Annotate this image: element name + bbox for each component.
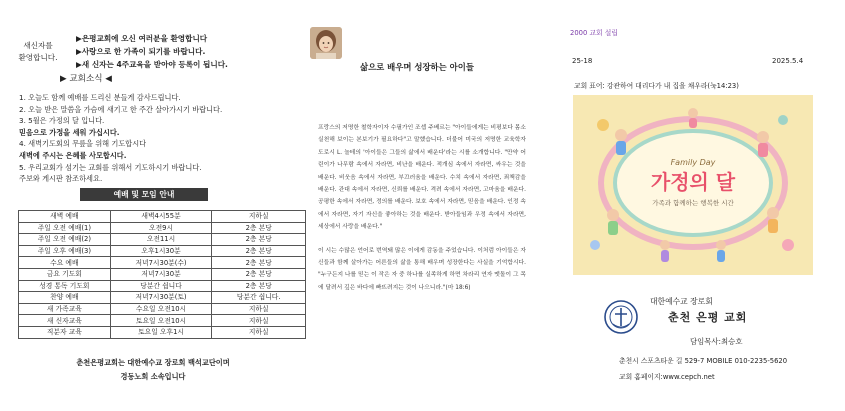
service-schedule-header: 예배 및 모임 안내 [80, 188, 208, 201]
table-cell: 수요 예배 [19, 257, 111, 269]
table-cell: 주일 오전 예배(2) [19, 234, 111, 246]
poster-title: 가정의 달 [650, 170, 736, 194]
table-row [19, 222, 306, 234]
welcome-label-line: 환영합니다. [18, 53, 58, 62]
denomination-name: 대한예수교 장로회 [650, 297, 713, 306]
welcome-line: ▶새 신자는 4주교육을 받아야 등록이 됩니다. [76, 60, 228, 69]
presbytery-note: 경동노회 소속입니다 [120, 372, 186, 381]
table-row [19, 268, 306, 280]
welcome-messages [76, 32, 228, 71]
church-name: 춘천 은평 교회 [668, 311, 748, 324]
table-cell: 2층 본당 [212, 222, 306, 234]
church-homepage: 교회 홈페이지:www.cepch.net [619, 373, 715, 381]
news-item: 새벽에 주시는 은혜를 사모합시다. [19, 150, 127, 160]
table-cell: 2층 본당 [212, 257, 306, 269]
table-cell: 새벽 예배 [19, 211, 111, 223]
service-schedule-table [18, 210, 306, 339]
news-item: 4. 새벽기도회의 무릎을 위해 기도합시다 [19, 139, 147, 149]
table-cell: 지하실 [212, 211, 306, 223]
poster-subtitle: 가족과 함께하는 행복한 시간 [652, 199, 734, 207]
table-cell: 찬양 예배 [19, 292, 111, 304]
article-body [318, 122, 526, 294]
denomination-note: 춘천은평교회는 대한예수교 장로회 백석교단이며 [76, 358, 230, 367]
table-cell: 2층 본당 [212, 280, 306, 292]
senior-pastor: 담임목사:최승호 [690, 337, 743, 346]
founded-year: 2000 교회 설립 [570, 29, 618, 37]
table-cell: 2층 본당 [212, 234, 306, 246]
table-cell: 성경 통독 기도회 [19, 280, 111, 292]
table-cell: 새 가족교육 [19, 303, 111, 315]
church-seal-logo [604, 300, 638, 334]
welcome-label [18, 40, 58, 64]
table-cell: 토요일 오후1시 [110, 326, 212, 338]
table-cell: 지하실 [212, 315, 306, 327]
poster-banner: Family Day [670, 158, 716, 167]
table-cell: 주일 오후 예배(3) [19, 245, 111, 257]
news-header: ▶ 교회소식 ◀ [60, 74, 112, 84]
table-cell: 새벽4시55분 [110, 211, 212, 223]
table-cell: 2층 본당 [212, 268, 306, 280]
article-paragraph: 이 시는 수많은 언어로 번역돼 많은 이에게 감동을 주었습니다. 이처럼 아이들은 자신들과 함께 살아가는 어른들의 삶을 통해 배우며 성장한다는 사실을 기억합시다. "누구든지 나를 믿는 이 작은 자 중 하나를 실족하게 하면 차라리 연자 맷돌이 그 목에 달려서 깊은 바다에 빠뜨려지는 것이 나으니라."(마 18:6) [318, 247, 526, 291]
table-cell: 2층 본당 [212, 245, 306, 257]
news-item: 3. 5월은 가정의 달 입니다. [19, 116, 105, 126]
news-list [19, 92, 289, 185]
table-row [19, 280, 306, 292]
child-photo [310, 27, 342, 59]
table-cell: 주일 오전 예배(1) [19, 222, 111, 234]
issue-number: 25-18 [572, 57, 593, 65]
family-month-poster [573, 95, 813, 275]
welcome-label-line: 새신자를 [23, 41, 53, 50]
table-row [19, 211, 306, 223]
table-row [19, 326, 306, 338]
table-cell: 당분간 쉽니다. [212, 292, 306, 304]
table-row [19, 245, 306, 257]
news-item: 1. 오늘도 함께 예배를 드리신 분들게 감사드립니다. [19, 93, 181, 102]
table-row [19, 234, 306, 246]
table-cell: 새 신자교육 [19, 315, 111, 327]
table-cell: 오전9시 [110, 222, 212, 234]
table-cell: 저녁7시30분(수) [110, 257, 212, 269]
table-cell: 저녁7시30분(토) [110, 292, 212, 304]
table-row [19, 315, 306, 327]
table-cell: 당분간 쉽니다 [110, 280, 212, 292]
article-title: 삶으로 배우며 성장하는 아이들 [360, 62, 474, 72]
welcome-line: ▶사랑으로 한 가족이 되기를 바랍니다. [76, 47, 206, 56]
table-cell: 토요일 오전10시 [110, 315, 212, 327]
table-row [19, 257, 306, 269]
table-cell: 오전11시 [110, 234, 212, 246]
table-cell: 지하실 [212, 303, 306, 315]
news-item: 2. 오늘 받은 말씀을 가슴에 새기고 한 주간 살아가시기 바랍니다. [19, 104, 223, 114]
church-motto: 교회 표어: 강관하여 대리다가 내 집을 채우라(눅14:23) [574, 82, 739, 90]
table-row [19, 292, 306, 304]
table-cell: 지하실 [212, 326, 306, 338]
church-address: 춘천시 스포츠타운 길 529-7 MOBILE 010-2235-5620 [619, 357, 788, 365]
news-item: 믿음으로 가정을 세워 가십시다. [19, 127, 120, 137]
news-item: 주보와 게시판 참조하세요. [19, 174, 103, 184]
table-cell: 저녁7시30분 [110, 268, 212, 280]
table-row [19, 303, 306, 315]
issue-date: 2025.5.4 [772, 57, 804, 65]
table-cell: 직분자 교육 [19, 326, 111, 338]
table-cell: 금요 기도회 [19, 268, 111, 280]
table-cell: 수요일 오전10시 [110, 303, 212, 315]
table-cell: 오후1시30분 [110, 245, 212, 257]
news-item: 5. 우리교회가 섬기는 교회를 위해서 기도하시기 바랍니다. [19, 162, 202, 172]
article-paragraph: 프랑스의 저명한 철학자이자 수필가인 조셉 주베르는 "아이들에게는 비평보다 몸소 실천해 보이는 본보기가 필요하다"고 말했습니다. 더불어 미국의 저명한 교육학자 도로시 L. 놀테의 '아이들은 그들의 삶에서 배운다'라는 시를 소개합니다. "만약 어린이가 나무람 속에서 자라면, 비난을 배운다. 적개심 속에서 자라면, 싸우는 것을 배운다. 비웃음 속에서 자라면, 부끄러움을 배운다. 수치 속에서 자라면, 죄책감을 배운다. 관대 속에서 자라면, 신뢰를 배운다. 격려 속에서 자라면, 고마움을 배운다. 공평한 속에서 자라면, 정의를 배운다. 보호 속에서 자라면, 믿음을 배운다. 인정 속에서 자라면, 자기 자신을 좋아하는 것을 배운다. 받아들임과 우정 속에서 자라면, 세상에서 사랑을 배운다." [318, 125, 526, 231]
welcome-line: ▶은평교회에 오신 여러분을 환영합니다 [76, 34, 208, 43]
